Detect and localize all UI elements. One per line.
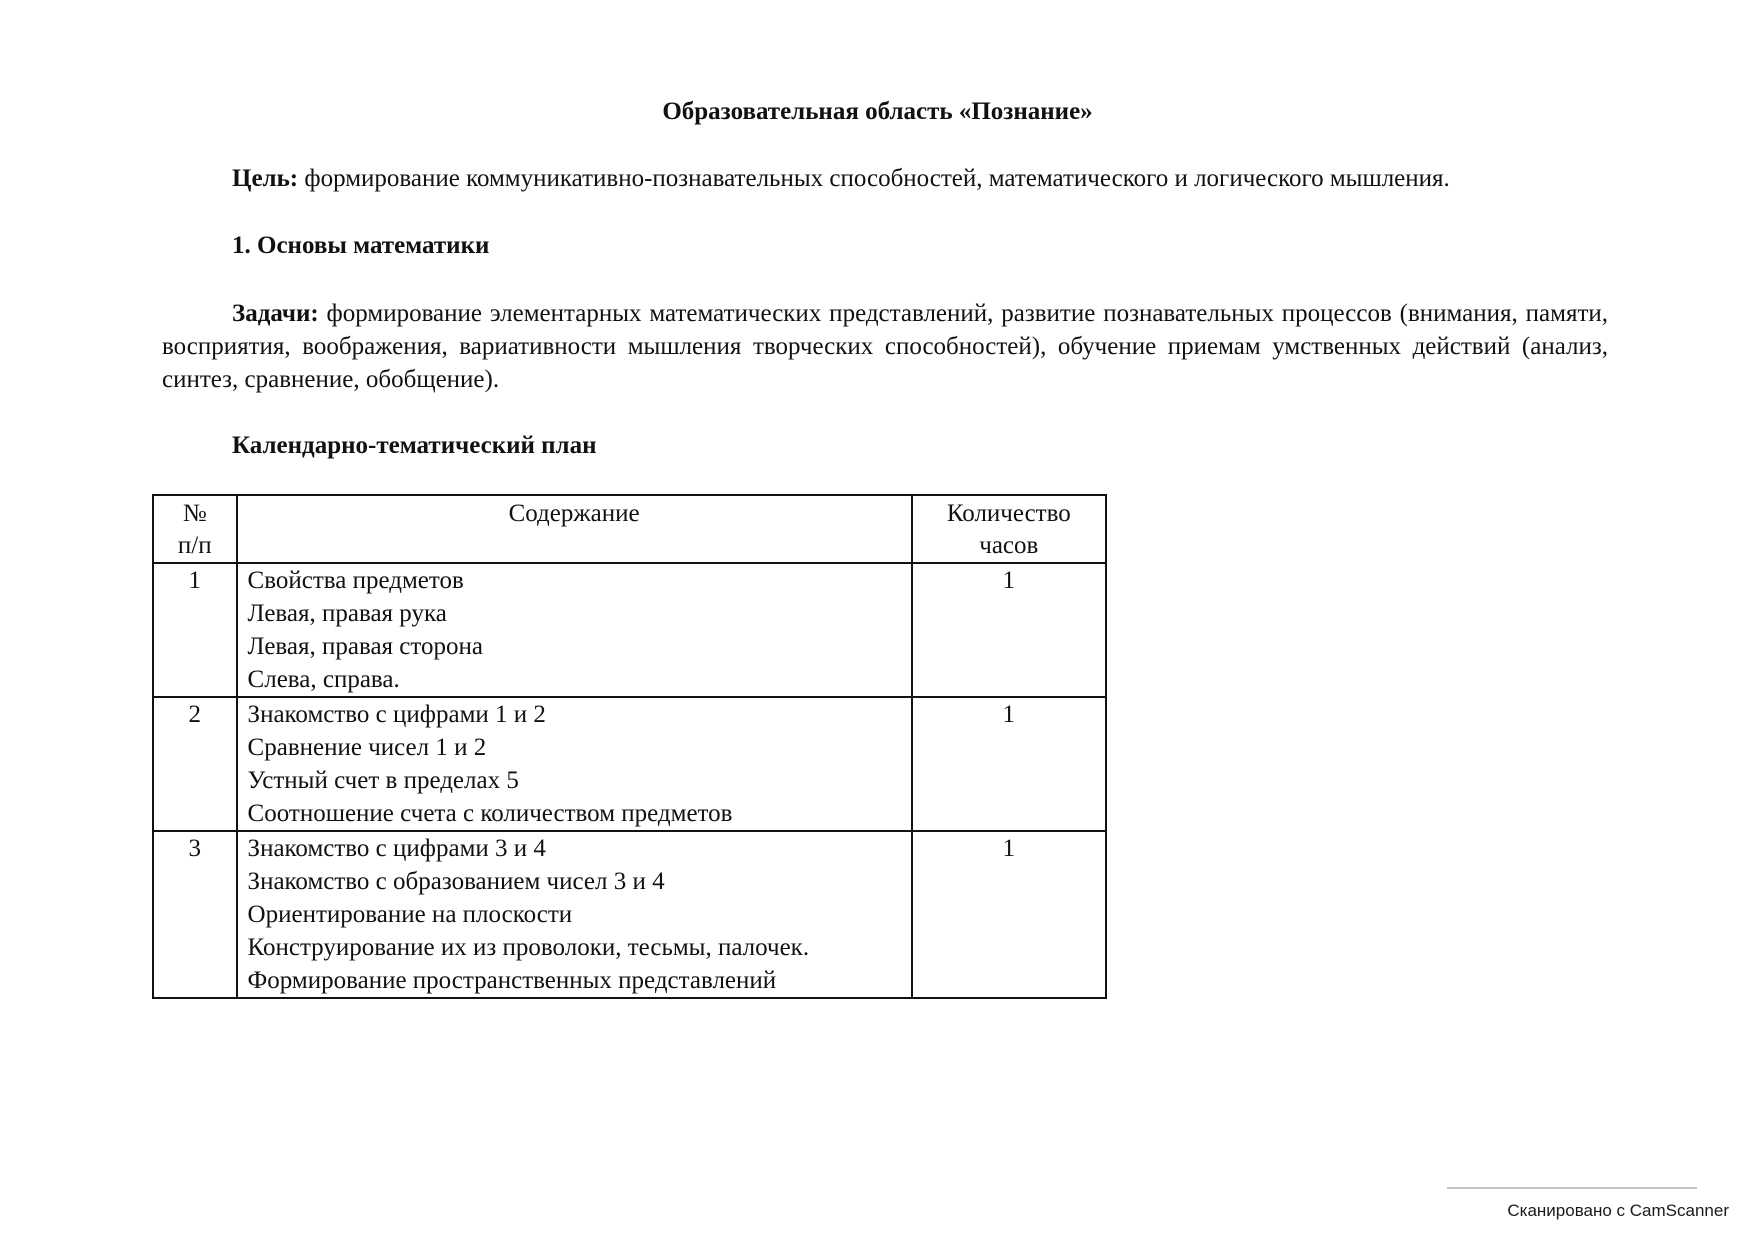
row-hours-cell: 1 xyxy=(912,563,1106,697)
goal-label: Цель: xyxy=(232,165,299,192)
row-content-cell xyxy=(237,697,912,831)
table-row xyxy=(153,697,1106,831)
content-line: Ориентирование на плоскости xyxy=(247,901,573,928)
content-line: Сравнение чисел 1 и 2 xyxy=(247,734,487,761)
thematic-plan-table xyxy=(152,494,1107,999)
column-header-hours-line: часов xyxy=(979,532,1039,559)
content-line: Конструирование их из проволоки, тесьмы, палочек. xyxy=(247,934,810,961)
table-row xyxy=(153,831,1106,998)
goal-text: формирование коммуникативно-познавательных способностей, математического и логического мышления. xyxy=(304,165,1450,192)
content-line: Соотношение счета с количеством предметов xyxy=(247,800,733,827)
page-title: Образовательная область «Познание» xyxy=(662,98,1093,125)
content-line: Левая, правая сторона xyxy=(247,633,483,660)
content-line: Знакомство с образованием чисел 3 и 4 xyxy=(247,868,665,895)
row-content-cell xyxy=(237,831,912,998)
tasks-label: Задачи: xyxy=(232,300,319,327)
tasks-text: формирование элементарных математических представлений, развитие познавательных процессов (внимания, памяти, восприятия, воображения, вариативности мышления творческих способностей), обучение приемам умственных действий (анализ, синтез, сравнение, обобщение). xyxy=(162,300,1608,393)
row-hours-cell: 1 xyxy=(912,831,1106,998)
column-header-content: Содержание xyxy=(237,495,912,563)
content-line: Левая, правая рука xyxy=(247,600,447,627)
section-heading: 1. Основы математики xyxy=(232,232,490,259)
column-header-hours-line: Количество xyxy=(946,500,1071,527)
content-line: Устный счет в пределах 5 xyxy=(247,767,519,794)
row-content-cell xyxy=(237,563,912,697)
content-line: Свойства предметов xyxy=(247,567,464,594)
tasks-paragraph xyxy=(162,297,1608,396)
footer-divider xyxy=(1447,1187,1697,1189)
row-number-cell: 2 xyxy=(153,697,237,831)
column-header-hours xyxy=(912,495,1106,563)
table-row xyxy=(153,563,1106,697)
scanner-watermark: Сканировано с CamScanner xyxy=(1507,1201,1729,1220)
column-header-number-line: № xyxy=(182,500,207,527)
content-line: Знакомство с цифрами 3 и 4 xyxy=(247,835,546,862)
column-header-number-line: п/п xyxy=(177,532,212,559)
table-header-row xyxy=(153,495,1106,563)
goal-paragraph xyxy=(232,165,1450,193)
row-number-cell: 3 xyxy=(153,831,237,998)
plan-heading: Календарно-тематический план xyxy=(232,432,597,459)
content-line: Формирование пространственных представлений xyxy=(247,967,777,994)
content-line: Слева, справа. xyxy=(247,666,400,693)
row-hours-cell: 1 xyxy=(912,697,1106,831)
row-number-cell: 1 xyxy=(153,563,237,697)
content-line: Знакомство с цифрами 1 и 2 xyxy=(247,701,546,728)
column-header-number xyxy=(153,495,237,563)
